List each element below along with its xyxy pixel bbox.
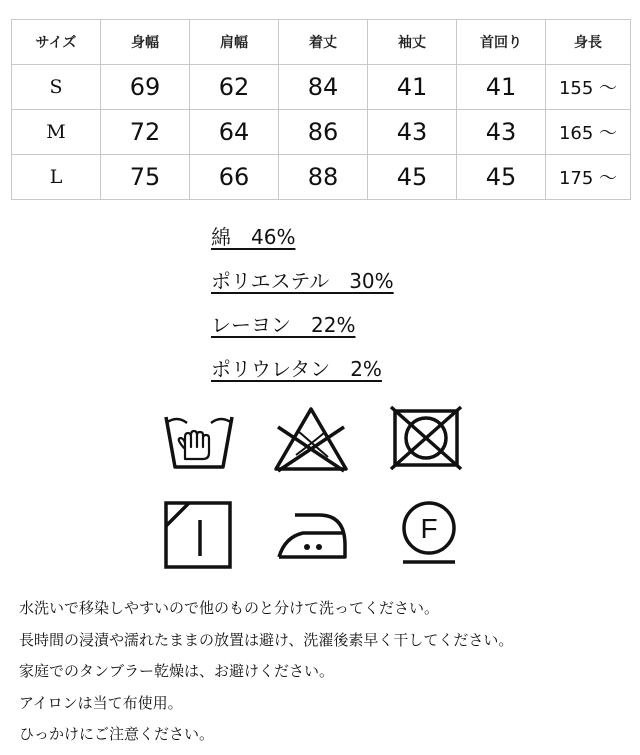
table-cell: 43	[368, 110, 457, 155]
table-cell: 41	[457, 65, 546, 110]
table-cell: 88	[279, 155, 368, 200]
size-table	[11, 19, 631, 200]
table-cell: 175 〜	[546, 155, 631, 200]
header-shoulder-width: 肩幅	[190, 20, 279, 65]
material-composition	[211, 222, 394, 398]
line-dry-shade-icon	[163, 500, 233, 570]
dry-clean-f-icon	[399, 500, 459, 570]
material-line: レーヨン 22%	[211, 313, 356, 337]
header-body-width: 身幅	[101, 20, 190, 65]
table-cell: 72	[101, 110, 190, 155]
note-line: アイロンは当て布使用。	[19, 693, 183, 712]
no-tumble-dry-icon	[389, 405, 463, 471]
care-notes	[19, 597, 513, 755]
table-row	[12, 65, 631, 110]
iron-medium-icon	[275, 507, 349, 563]
table-cell: 165 〜	[546, 110, 631, 155]
note-line: 水洗いで移染しやすいので他のものと分けて洗ってください。	[19, 599, 440, 617]
table-cell: 45	[457, 155, 546, 200]
material-line: 綿 46%	[211, 225, 296, 249]
size-cell: L	[12, 155, 101, 200]
header-size: サイズ	[12, 20, 101, 65]
table-row	[12, 155, 631, 200]
header-length: 着丈	[279, 20, 368, 65]
material-line: ポリエステル 30%	[211, 269, 394, 293]
table-cell: 45	[368, 155, 457, 200]
header-height: 身長	[546, 20, 631, 65]
table-cell: 66	[190, 155, 279, 200]
table-cell: 86	[279, 110, 368, 155]
no-bleach-icon	[272, 403, 350, 473]
table-cell: 64	[190, 110, 279, 155]
size-cell: M	[12, 110, 101, 155]
hand-wash-icon	[163, 411, 235, 471]
table-cell: 41	[368, 65, 457, 110]
material-line: ポリウレタン 2%	[211, 357, 382, 381]
table-row	[12, 110, 631, 155]
note-line: ひっかけにご注意ください。	[19, 725, 215, 743]
note-line: 長時間の浸漬や濡れたままの放置は避け、洗濯後素早く干してください。	[19, 630, 514, 649]
table-cell: 155 〜	[546, 65, 631, 110]
table-cell: 75	[101, 155, 190, 200]
table-cell: 43	[457, 110, 546, 155]
size-table-header-row	[12, 20, 631, 65]
note-line: 家庭でのタンブラー乾燥は、お避けください。	[19, 662, 335, 680]
header-neck: 首回り	[457, 20, 546, 65]
table-cell: 84	[279, 65, 368, 110]
header-sleeve-length: 袖丈	[368, 20, 457, 65]
size-cell: S	[12, 65, 101, 110]
table-cell: 62	[190, 65, 279, 110]
dry-clean-letter: F	[420, 513, 438, 544]
table-cell: 69	[101, 65, 190, 110]
